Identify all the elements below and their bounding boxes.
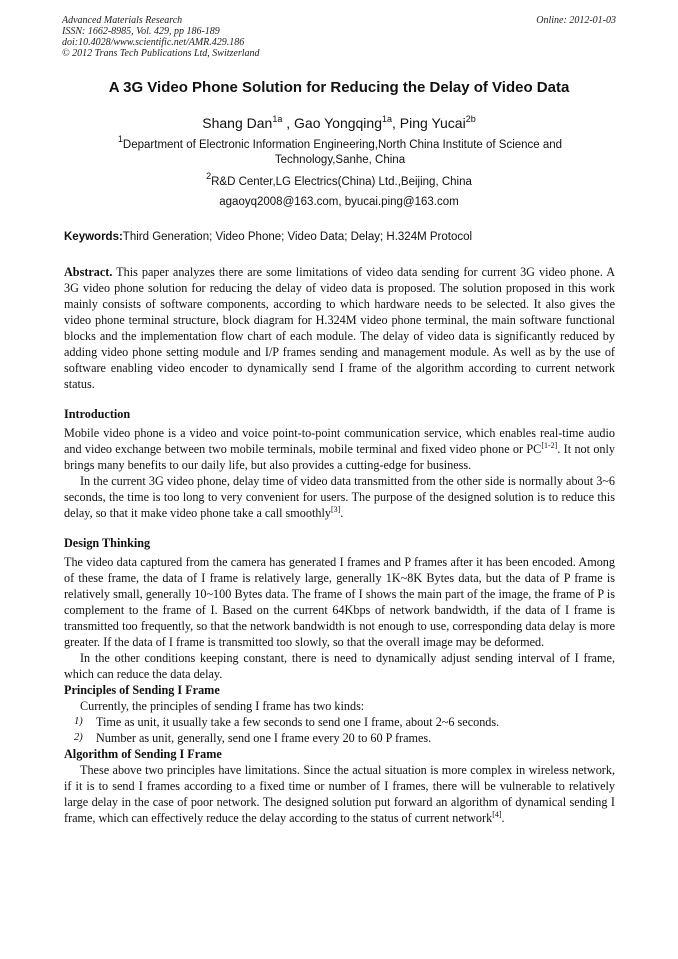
intro-text: In the current 3G video phone, delay time of video data transmitted from the other side is normally about 3~6 seconds, the time is too long to very convenient for users. The purpose of the designed solution is to reduce this delay, so that it make video phone take a call smoothly bbox=[64, 474, 615, 520]
design-paragraph-1: The video data captured from the camera has generated I frames and P frames after it has been encoded. Among of these frame, the data of I frame is relatively large, generally 1K~8K Bytes data, but the data of P frame is relatively small, generally 10~100 Bytes data. The frame of I shows the main part of the image, the frame of P is complement to the frame of I. Based on the current 64Kbps of network bandwidth, if the data of I frame is transmitted too frequently, so that the network bandwidth is not enough to use, corresponding data delay is more greater. If the data of I frame is transmitted too slowly, so that the overall image may be deformed. bbox=[64, 555, 615, 649]
author-name: Shang Dan bbox=[202, 115, 273, 131]
issn-line: ISSN: 1662-8985, Vol. 429, pp 186-189 bbox=[62, 26, 220, 37]
abstract-text: This paper analyzes there are some limitations of video data sending for current 3G video phone. A 3G video phone solution for reducing the delay of video data is proposed. The solution proposed in this work mainly consists of software components, according to which hardware needs to be selected. It also gives the video phone terminal structure, block diagram for H.324M video phone terminal, the main software functional blocks and the implementation flow chart of each module. The delay of video data is significantly reduced by adding video phone setting module and I/P frames sending and management module. As well as by the use of software enabling video encoder to dynamically send I frame of the algorithm according to current network status. bbox=[64, 265, 615, 391]
abstract-paragraph bbox=[64, 264, 615, 392]
affiliation-text: R&D Center,LG Electrics(China) Ltd.,Beijing, China bbox=[211, 176, 472, 188]
algorithm-text: . bbox=[501, 811, 505, 825]
journal-name: Advanced Materials Research bbox=[62, 15, 183, 26]
subsection-heading-principles: Principles of Sending I Frame bbox=[64, 683, 220, 697]
intro-paragraph-2 bbox=[64, 473, 615, 521]
doi-line: doi:10.4028/www.scientific.net/AMR.429.186 bbox=[62, 37, 245, 48]
affiliation-text: Department of Electronic Information Engineering,North China Institute of Science and Technology,Sanhe, China bbox=[122, 139, 563, 166]
section-heading-design: Design Thinking bbox=[64, 536, 151, 550]
list-item bbox=[64, 730, 615, 746]
principles-list bbox=[64, 714, 615, 746]
principles-intro: Currently, the principles of sending I frame has two kinds: bbox=[80, 699, 365, 713]
list-number: 2) bbox=[74, 732, 83, 743]
intro-text: . bbox=[340, 506, 344, 520]
list-item bbox=[64, 714, 615, 730]
citation-ref[interactable]: [4] bbox=[492, 810, 502, 819]
author-emails[interactable]: agaoyq2008@163.com, byucai.ping@163.com bbox=[219, 196, 459, 208]
list-number: 1) bbox=[74, 716, 83, 727]
author-name: Ping Yucai bbox=[399, 115, 466, 131]
section-heading-introduction: Introduction bbox=[64, 407, 131, 421]
author-list bbox=[62, 114, 616, 132]
affiliation-2 bbox=[62, 171, 616, 189]
author-sup: 1a bbox=[382, 114, 393, 124]
author-sup: 1a bbox=[272, 114, 283, 124]
affiliation-sup: 1 bbox=[117, 134, 123, 144]
intro-paragraph-1 bbox=[64, 425, 615, 473]
online-date: Online: 2012-01-03 bbox=[536, 15, 616, 26]
keywords-label: Keywords: bbox=[64, 231, 123, 243]
citation-ref[interactable]: [1-2] bbox=[541, 441, 558, 450]
paper-body bbox=[64, 264, 615, 826]
affiliation-sup: 2 bbox=[206, 171, 212, 181]
author-separator: , bbox=[282, 115, 295, 131]
keywords-line bbox=[64, 230, 616, 244]
list-text: Time as unit, it usually take a few seconds to send one I frame, about 2~6 seconds. bbox=[96, 715, 500, 729]
citation-ref[interactable]: [3] bbox=[330, 505, 341, 514]
intro-text: Mobile video phone is a video and voice point-to-point communication service, which enables real-time audio and video exchange between two mobile terminals, mobile terminal and fixed video phone or PC bbox=[64, 426, 615, 456]
intro-text: . It not only brings many benefits to our daily life, but also provides a cutting-edge for business. bbox=[64, 442, 616, 472]
paper-title: A 3G Video Phone Solution for Reducing the Delay of Video Data bbox=[108, 79, 570, 96]
keywords-text: Third Generation; Video Phone; Video Data; Delay; H.324M Protocol bbox=[122, 231, 473, 243]
abstract-label: Abstract. bbox=[64, 265, 113, 279]
list-text: Number as unit, generally, send one I frame every 20 to 60 P frames. bbox=[96, 731, 432, 745]
journal-header bbox=[62, 15, 616, 59]
algorithm-text: These above two principles have limitations. Since the actual situation is more complex in wireless network, if it is to send I frames according to a fixed time or number of I frames, there will be vulnerable to relatively large delay in the case of poor network. The designed solution put forward an algorithm of dynamical sending I frame, which can effectively reduce the delay according to the status of current network bbox=[64, 763, 615, 825]
author-name: Gao Yongqing bbox=[294, 115, 382, 131]
copyright-line: © 2012 Trans Tech Publications Ltd, Switzerland bbox=[62, 48, 260, 59]
author-sup: 2b bbox=[465, 114, 476, 124]
subsection-heading-algorithm: Algorithm of Sending I Frame bbox=[64, 747, 222, 761]
affiliation-1 bbox=[90, 134, 590, 167]
design-paragraph-2: In the other conditions keeping constant, there is need to dynamically adjust sending interval of I frame, which can reduce the data delay. bbox=[64, 651, 615, 681]
author-separator: , bbox=[392, 115, 400, 131]
algorithm-paragraph-1 bbox=[64, 762, 615, 826]
